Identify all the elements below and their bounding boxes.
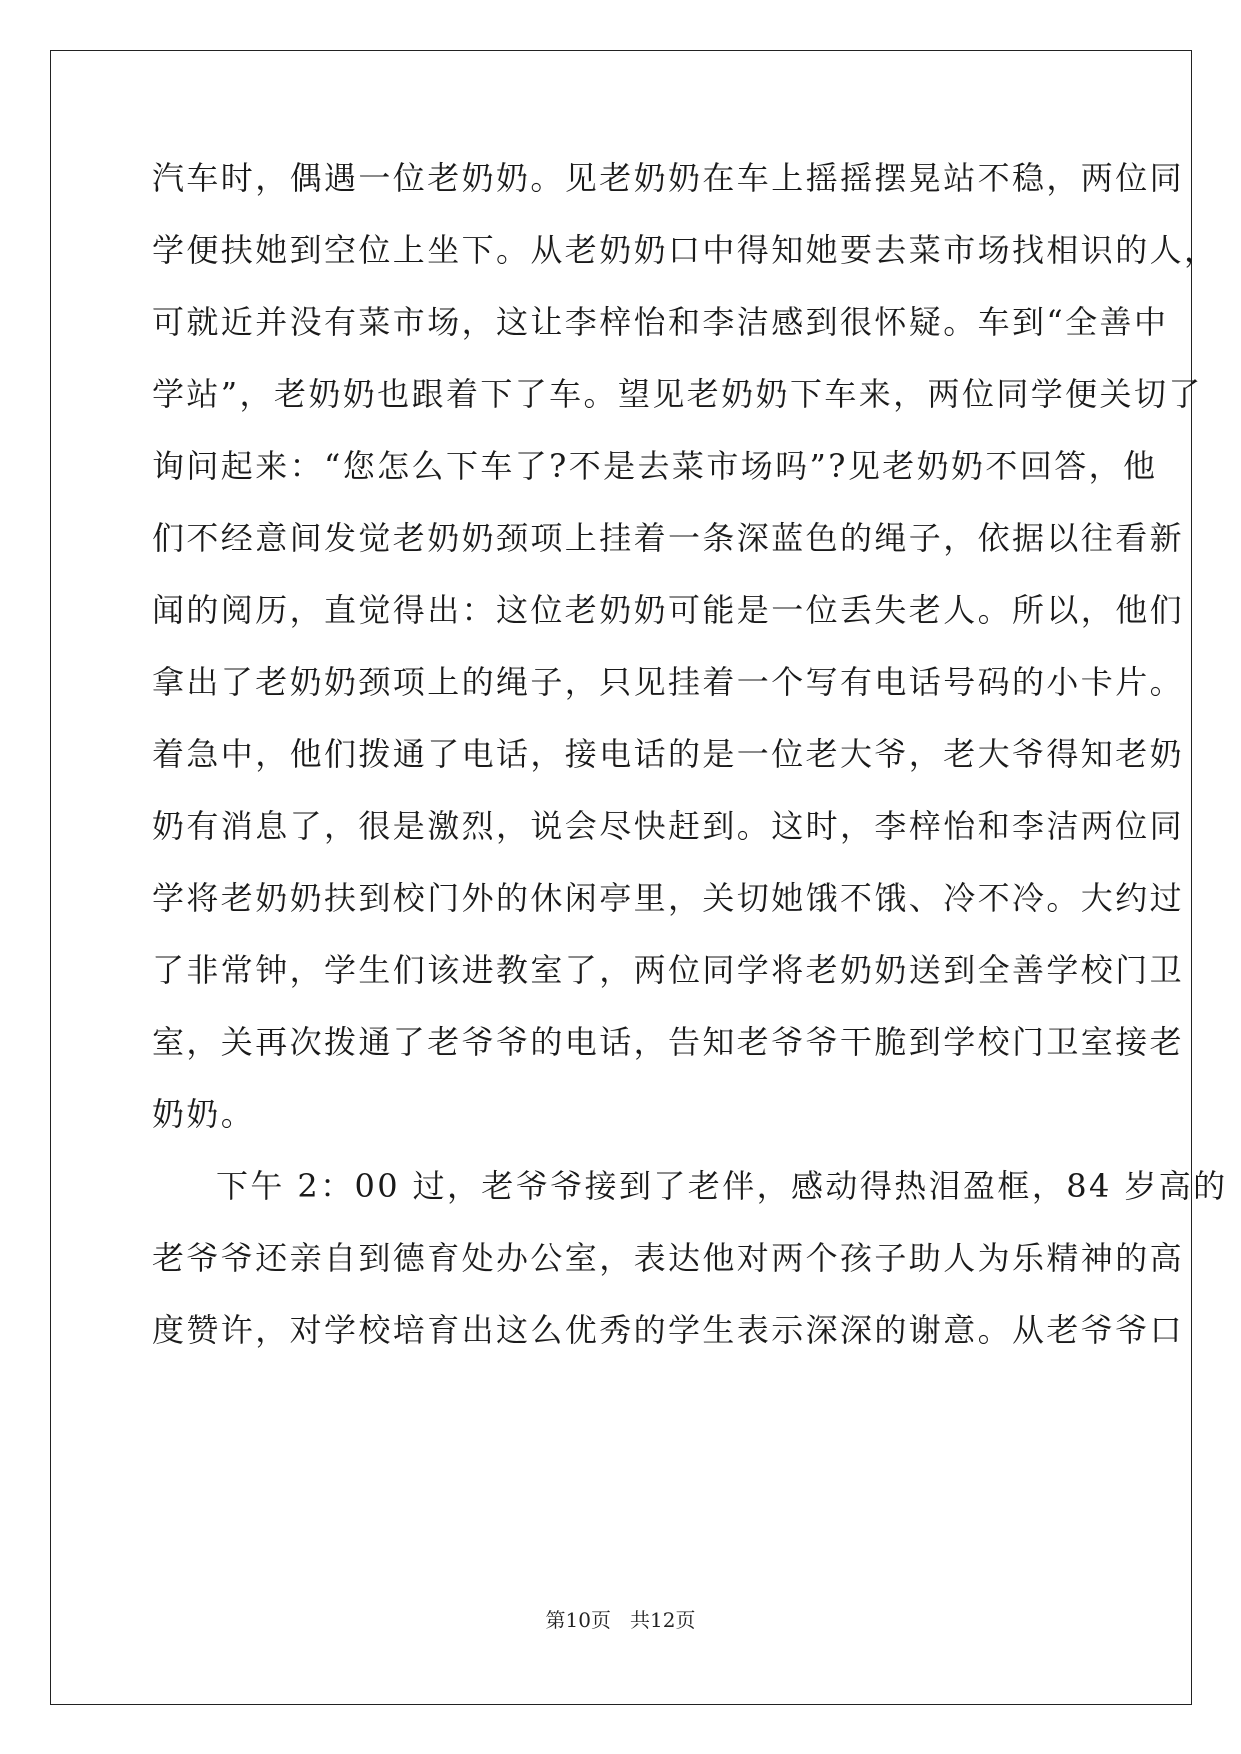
text-line: 老爷爷还亲自到德育处办公室，表达他对两个孩子助人为乐精神的高 bbox=[152, 1239, 1185, 1277]
page-total: 共12页 bbox=[630, 1608, 696, 1632]
text-line: 询问起来：“您怎么下车了?不是去菜市场吗”?见老奶奶不回答，他 bbox=[152, 447, 1158, 485]
text-line: 奶有消息了，很是激烈，说会尽快赶到。这时，李梓怡和李洁两位同 bbox=[152, 807, 1185, 845]
page-number: 第10页 bbox=[545, 1608, 611, 1632]
text-line: 奶奶。 bbox=[152, 1095, 256, 1133]
text-line: 室，关再次拨通了老爷爷的电话，告知老爷爷干脆到学校门卫室接老 bbox=[152, 1023, 1185, 1061]
text-line: 度赞许，对学校培育出这么优秀的学生表示深深的谢意。从老爷爷口 bbox=[152, 1311, 1185, 1349]
text-line: 了非常钟，学生们该进教室了，两位同学将老奶奶送到全善学校门卫 bbox=[152, 951, 1185, 989]
text-line: 们不经意间发觉老奶奶颈项上挂着一条深蓝色的绳子，依据以往看新 bbox=[152, 519, 1185, 557]
page-footer bbox=[0, 1607, 1241, 1633]
text-line: 可就近并没有菜市场，这让李梓怡和李洁感到很怀疑。车到“全善中 bbox=[152, 303, 1169, 341]
text-line: 学便扶她到空位上坐下。从老奶奶口中得知她要去菜市场找相识的人， bbox=[152, 231, 1219, 269]
text-line: 学站”，老奶奶也跟着下了车。望见老奶奶下车来，两位同学便关切了 bbox=[152, 375, 1203, 413]
text-line: 学将老奶奶扶到校门外的休闲亭里，关切她饿不饿、冷不冷。大约过 bbox=[152, 879, 1185, 917]
text-line: 着急中，他们拨通了电话，接电话的是一位老大爷，老大爷得知老奶 bbox=[152, 735, 1185, 773]
text-line: 闻的阅历，直觉得出：这位老奶奶可能是一位丢失老人。所以，他们 bbox=[152, 591, 1185, 629]
text-line: 汽车时，偶遇一位老奶奶。见老奶奶在车上摇摇摆晃站不稳，两位同 bbox=[152, 159, 1185, 197]
text-line: 下午 2：00 过，老爷爷接到了老伴，感动得热泪盈框，84 岁高的 bbox=[216, 1167, 1228, 1205]
text-line: 拿出了老奶奶颈项上的绳子，只见挂着一个写有电话号码的小卡片。 bbox=[152, 663, 1185, 701]
